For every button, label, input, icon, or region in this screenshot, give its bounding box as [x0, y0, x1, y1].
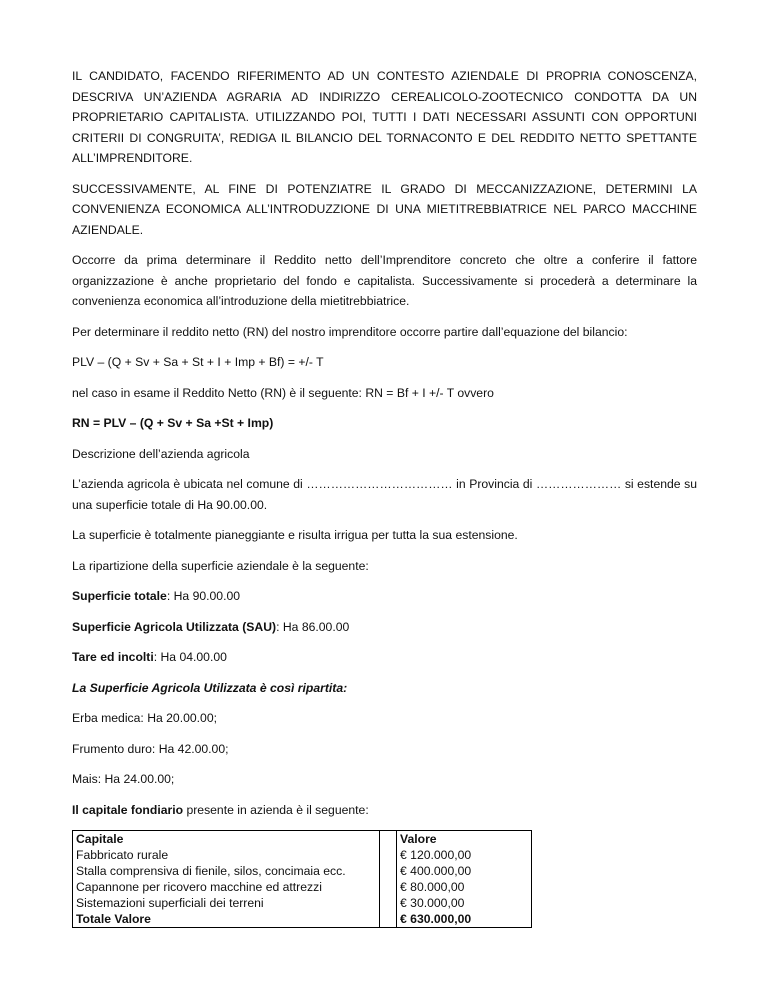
row-name: Fabbricato rurale	[73, 847, 380, 863]
row-value: € 400.000,00	[397, 863, 532, 879]
total-label: Totale Valore	[73, 911, 380, 928]
surface-sau-label: Superficie Agricola Utilizzata (SAU)	[72, 619, 277, 634]
row-name: Stalla comprensiva di fienile, silos, concimaia ecc.	[73, 863, 380, 879]
row-value: € 30.000,00	[397, 895, 532, 911]
header-capital: Capitale	[73, 831, 380, 848]
crop-line: Erba medica: Ha 20.00.00;	[72, 711, 217, 725]
table-header-row	[73, 831, 532, 848]
header-value: Valore	[397, 831, 532, 848]
surface-sau-line	[72, 617, 697, 638]
row-name: Sistemazioni superficiali dei terreni	[73, 895, 380, 911]
total-value: € 630.000,00	[397, 911, 532, 928]
row-value: € 80.000,00	[397, 879, 532, 895]
surface-total-value: : Ha 90.00.00	[166, 589, 241, 603]
table-row	[73, 863, 532, 879]
body-paragraph: L’azienda agricola è ubicata nel comune di ……………………………… in Provincia di ………………… si estende su una superficie totale di Ha 90.00.00.	[72, 477, 697, 512]
balance-equation: PLV – (Q + Sv + Sa + St + I + Imp + Bf) = +/- T	[72, 355, 324, 369]
row-value: € 120.000,00	[397, 847, 532, 863]
assignment-paragraph-1: IL CANDIDATO, FACENDO RIFERIMENTO AD UN CONTESTO AZIENDALE DI PROPRIA CONOSCENZA, DESCRIVA UN’AZIENDA AGRARIA AD INDIRIZZO CEREALICOLO-ZOOTECNICO CONDOTTA DA UN PROPRIETARIO CAPITALISTA. UTILIZZANDO POI, TUTTI I DATI NECESSARI ASSUNTI CON OPPORTUNI CRITERII DI CONGRUITA’, REDIGA IL BILANCIO DEL TORNACONTO E DEL REDDITO NETTO SPETTANTE ALL’IMPRENDITORE.	[72, 69, 697, 165]
surface-tare-label: Tare ed incolti	[72, 650, 154, 664]
capital-intro	[72, 800, 697, 821]
row-name: Capannone per ricovero macchine ed attrezzi	[73, 879, 380, 895]
surface-sau-value: : Ha 86.00.00	[276, 619, 350, 634]
section-heading: Descrizione dell’azienda agricola	[72, 446, 250, 461]
sau-breakdown-heading: La Superficie Agricola Utilizzata è così ripartita:	[72, 680, 348, 695]
capital-table	[72, 830, 532, 928]
table-row	[73, 847, 532, 863]
crop-line: Mais: Ha 24.00.00;	[72, 772, 175, 786]
body-paragraph: La superficie è totalmente pianeggiante e risulta irrigua per tutta la sua estensione.	[72, 528, 518, 542]
net-income-formula: RN = PLV – (Q + Sv + Sa +St + Imp)	[72, 416, 274, 430]
table-total-row	[73, 911, 532, 928]
document-page	[72, 62, 697, 928]
capital-intro-rest: presente in azienda è il seguente:	[183, 802, 369, 817]
body-paragraph: Per determinare il reddito netto (RN) del nostro imprenditore occorre partire dall’equazione del bilancio:	[72, 324, 628, 339]
assignment-paragraph-2: SUCCESSIVAMENTE, AL FINE DI POTENZIATRE IL GRADO DI MECCANIZZAZIONE, DETERMINI LA CONVENIENZA ECONOMICA ALL’INTRODUZZIONE DI UNA MIETITREBBIATRICE NEL PARCO MACCHINE AZIENDALE.	[72, 181, 697, 237]
surface-total-line	[72, 586, 697, 607]
table-row	[73, 879, 532, 895]
body-paragraph: nel caso in esame il Reddito Netto (RN) è il seguente: RN = Bf + I +/- T ovvero	[72, 385, 494, 400]
capital-intro-bold: Il capitale fondiario	[72, 802, 184, 817]
surface-total-label: Superficie totale	[72, 589, 167, 603]
surface-tare-line	[72, 647, 697, 668]
table-row	[73, 895, 532, 911]
crop-line: Frumento duro: Ha 42.00.00;	[72, 741, 229, 756]
body-paragraph: La ripartizione della superficie aziendale è la seguente:	[72, 558, 369, 573]
body-paragraph: Occorre da prima determinare il Reddito netto dell’Imprenditore concreto che oltre a conferire il fattore organizzazione è anche proprietario del fondo e capitalista. Successivamente si procederà a determinare la convenienza economica all’introduzione della mietitrebbiatrice.	[72, 253, 697, 308]
surface-tare-value: : Ha 04.00.00	[153, 650, 227, 664]
